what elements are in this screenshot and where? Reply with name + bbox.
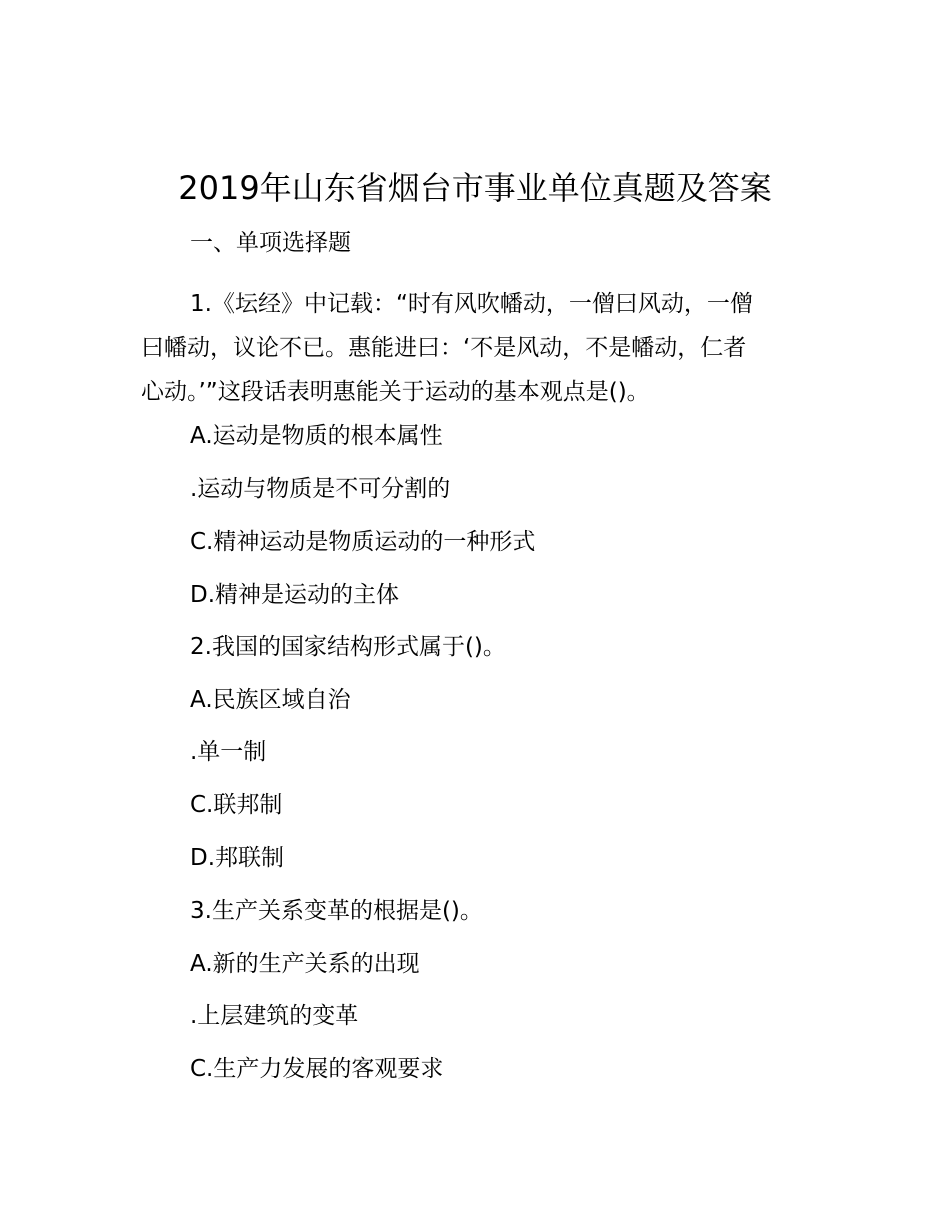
question-1-line-1: 1.《坛经》中记载：“时有风吹幡动，一僧曰风动，一僧 [190, 291, 753, 317]
question-1-option-c: C.精神运动是物质运动的一种形式 [190, 529, 536, 555]
question-2-option-c: C.联邦制 [190, 792, 283, 818]
question-3-stem: 3.生产关系变革的根据是()。 [190, 898, 483, 924]
question-1-line-2: 曰幡动，议论不已。惠能进曰：‘不是风动，不是幡动，仁者 [141, 335, 747, 361]
question-1-line-3: 心动。’”这段话表明惠能关于运动的基本观点是()。 [141, 379, 650, 405]
document-title: 2019年山东省烟台市事业单位真题及答案 [178, 169, 772, 207]
question-2-option-d: D.邦联制 [190, 845, 285, 871]
question-1-option-d: D.精神是运动的主体 [190, 582, 400, 608]
section-heading: 一、单项选择题 [190, 230, 351, 256]
question-1-option-a: A.运动是物质的根本属性 [190, 423, 443, 449]
question-3-option-b: .上层建筑的变革 [190, 1003, 359, 1029]
question-1-stem [141, 282, 813, 414]
question-1-option-b: .运动与物质是不可分割的 [190, 476, 451, 502]
question-2-option-b: .单一制 [190, 739, 267, 765]
question-2-option-a: A.民族区域自治 [190, 687, 351, 713]
question-2-stem: 2.我国的国家结构形式属于()。 [190, 634, 506, 660]
question-3-option-a: A.新的生产关系的出现 [190, 951, 420, 977]
question-3-option-c: C.生产力发展的客观要求 [190, 1056, 444, 1082]
